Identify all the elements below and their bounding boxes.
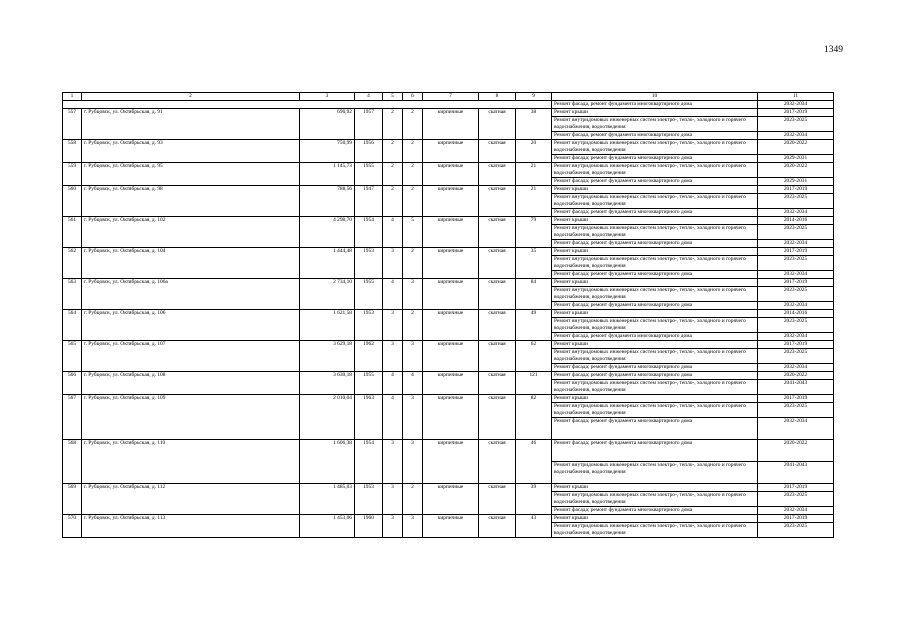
work-cell: Ремонт фасада; ремонт фундамента многоквартирного дома	[552, 418, 758, 440]
period-cell: 2017-2019	[758, 186, 834, 194]
period-cell: 2020-2022	[758, 372, 834, 380]
table-row	[63, 310, 834, 318]
year-cell: 1956	[355, 140, 383, 163]
period-cell: 2029-2031	[758, 178, 834, 186]
address-cell: г. Рубцовск, ул. Октябрьская, д. 106а	[82, 279, 300, 310]
address-cell: г. Рубцовск, ул. Октябрьская, д. 107	[82, 341, 300, 372]
period-cell: 2023-2025	[758, 256, 834, 271]
table-row	[63, 484, 834, 492]
work-cell: Ремонт внутридомовых инженерных систем электро-, тепло-, холодного и горячего водоснабжения, водоотведения	[552, 287, 758, 302]
period-cell: 2017-2019	[758, 395, 834, 403]
floors-cell: 4	[383, 395, 403, 440]
header-row	[63, 93, 834, 101]
roof-type-cell: скатная	[479, 186, 516, 217]
period-cell: 2023-2025	[758, 318, 834, 333]
work-cell: Ремонт внутридомовых инженерных систем электро-, тепло-, холодного и горячего водоснабжения, водоотведения	[552, 318, 758, 333]
year-cell: 1953	[355, 310, 383, 341]
work-cell: Ремонт внутридомовых инженерных систем электро-, тепло-, холодного и горячего водоснабжения, водоотведения	[552, 194, 758, 209]
work-cell: Ремонт крыши	[552, 186, 758, 194]
table-row	[63, 395, 834, 403]
header-cell: 6	[403, 93, 423, 101]
address-cell: г. Рубцовск, ул. Октябрьская, д. 93	[82, 140, 300, 163]
work-cell: Ремонт внутридомовых инженерных систем электро-, тепло-, холодного и горячего водоснабжения, водоотведения	[552, 380, 758, 395]
entrances-cell: 2	[403, 248, 423, 279]
address-cell: г. Рубцовск, ул. Октябрьская, д. 95	[82, 163, 300, 186]
table-row	[63, 372, 834, 380]
year-cell: 1960	[355, 515, 383, 538]
work-cell: Ремонт крыши	[552, 310, 758, 318]
header-cell: 11	[758, 93, 834, 101]
area-cell: 1 444,48	[300, 248, 355, 279]
floors-cell: 3	[383, 248, 403, 279]
area-cell: 1 485,03	[300, 484, 355, 515]
year-cell: 1955	[355, 372, 383, 395]
residents-cell: 121	[516, 372, 552, 395]
table-row	[63, 109, 834, 117]
entrances-cell: 2	[403, 109, 423, 140]
table-row	[63, 248, 834, 256]
table-row	[63, 217, 834, 225]
address-cell: г. Рубцовск, ул. Октябрьская, д. 91	[82, 109, 300, 140]
entrances-cell: 3	[403, 279, 423, 310]
floors-cell: 4	[383, 279, 403, 310]
period-cell: 2032-2034	[758, 101, 834, 109]
work-cell: Ремонт внутридомовых инженерных систем электро-, тепло-, холодного и горячего водоснабжения, водоотведения	[552, 163, 758, 178]
residents-cell: 21	[516, 186, 552, 217]
floors-cell: 3	[383, 515, 403, 538]
work-cell: Ремонт фасада, ремонт фундамента многоквартирного дома	[552, 101, 758, 109]
row-number-cell: 562	[63, 248, 82, 279]
wall-material-cell: кирпичные	[423, 341, 479, 372]
period-cell: 2023-2025	[758, 117, 834, 132]
header-cell: 3	[300, 93, 355, 101]
period-cell: 2032-2034	[758, 302, 834, 310]
entrances-cell: 2	[403, 484, 423, 515]
floors-cell: 2	[383, 109, 403, 140]
period-cell: 2017-2019	[758, 279, 834, 287]
period-cell: 2041-2043	[758, 380, 834, 395]
work-cell: Ремонт фасада; ремонт фундамента многоквартирного дома	[552, 178, 758, 186]
residents-cell: 46	[516, 440, 552, 484]
period-cell: 2029-2031	[758, 155, 834, 163]
residents-cell: 82	[516, 395, 552, 440]
period-cell: 2020-2022	[758, 163, 834, 178]
table-row	[63, 279, 834, 287]
area-cell: 750,99	[300, 140, 355, 163]
roof-type-cell: скатная	[479, 395, 516, 440]
address-cell: г. Рубцовск, ул. Октябрьская, д. 104	[82, 248, 300, 279]
residents-cell: 84	[516, 279, 552, 310]
work-cell: Ремонт фасада; ремонт фундамента многоквартирного дома	[552, 507, 758, 515]
year-cell: 1955	[355, 163, 383, 186]
period-cell: 2023-2025	[758, 523, 834, 538]
row-number-cell: 565	[63, 341, 82, 372]
roof-type-cell: скатная	[479, 310, 516, 341]
year-cell: 1963	[355, 395, 383, 440]
period-cell: 2032-2034	[758, 333, 834, 341]
address-cell: г. Рубцовск, ул. Октябрьская, д. 110	[82, 440, 300, 484]
period-cell: 2017-2019	[758, 484, 834, 492]
table-row	[63, 341, 834, 349]
table-row	[63, 140, 834, 155]
row-number-cell: 568	[63, 440, 82, 484]
work-cell: Ремонт внутридомовых инженерных систем электро-, тепло-, холодного и горячего водоснабжения, водоотведения	[552, 117, 758, 132]
year-cell: 1954	[355, 217, 383, 248]
address-cell: г. Рубцовск, ул. Октябрьская, д. 113	[82, 515, 300, 538]
area-cell: 690,92	[300, 109, 355, 140]
wall-material-cell: кирпичные	[423, 310, 479, 341]
work-cell: Ремонт фасада, ремонт фундамента многоквартирного дома	[552, 333, 758, 341]
roof-type-cell: скатная	[479, 217, 516, 248]
residents-cell: 38	[516, 109, 552, 140]
repair-program-table	[62, 92, 834, 538]
row-number-cell: 566	[63, 372, 82, 395]
work-cell: Ремонт крыши	[552, 484, 758, 492]
area-cell: 4 298,70	[300, 217, 355, 248]
period-cell: 2032-2034	[758, 418, 834, 440]
area-cell: 3 629,18	[300, 341, 355, 372]
wall-material-cell: кирпичные	[423, 140, 479, 163]
work-cell: Ремонт крыши	[552, 279, 758, 287]
period-cell: 2020-2022	[758, 440, 834, 462]
work-cell: Ремонт фасада; ремонт фундамента многоквартирного дома	[552, 209, 758, 217]
row-number-cell: 567	[63, 395, 82, 440]
work-cell: Ремонт крыши	[552, 109, 758, 117]
roof-type-cell: скатная	[479, 248, 516, 279]
area-cell: 2 010,04	[300, 395, 355, 440]
floors-cell: 4	[383, 217, 403, 248]
wall-material-cell: кирпичные	[423, 484, 479, 515]
wall-material-cell: кирпичные	[423, 109, 479, 140]
period-cell: 2014-2016	[758, 217, 834, 225]
row-number-cell: 559	[63, 163, 82, 186]
wall-material-cell: кирпичные	[423, 163, 479, 186]
residents-cell: 35	[516, 248, 552, 279]
work-cell: Ремонт фасада; ремонт фундамента многоквартирного дома	[552, 372, 758, 380]
table-row	[63, 440, 834, 462]
entrances-cell: 3	[403, 341, 423, 372]
year-cell: 1953	[355, 484, 383, 515]
header-cell: 10	[552, 93, 758, 101]
roof-type-cell: скатная	[479, 279, 516, 310]
wall-material-cell: кирпичные	[423, 395, 479, 440]
period-cell: 2014-2016	[758, 310, 834, 318]
roof-type-cell: скатная	[479, 341, 516, 372]
period-cell: 2023-2025	[758, 492, 834, 507]
entrances-cell: 3	[403, 515, 423, 538]
work-cell: Ремонт фасада; ремонт фундамента многоквартирного дома	[552, 364, 758, 372]
work-cell: Ремонт фасада, ремонт фундамента многоквартирного дома	[552, 132, 758, 140]
address-cell: г. Рубцовск, ул. Октябрьская, д. 106	[82, 310, 300, 341]
row-number-cell: 564	[63, 310, 82, 341]
period-cell: 2020-2022	[758, 140, 834, 155]
floors-cell: 3	[383, 310, 403, 341]
row-number-cell: 569	[63, 484, 82, 515]
header-cell: 4	[355, 93, 383, 101]
wall-material-cell: кирпичные	[423, 515, 479, 538]
work-cell: Ремонт внутридомовых инженерных систем электро-, тепло-, холодного и горячего водоснабжения, водоотведения	[552, 403, 758, 418]
period-cell: 2017-2019	[758, 341, 834, 349]
residents-cell: 20	[516, 140, 552, 163]
period-cell: 2032-2034	[758, 240, 834, 248]
row-number-cell: 563	[63, 279, 82, 310]
area-cell: 1 453,06	[300, 515, 355, 538]
work-cell: Ремонт крыши	[552, 515, 758, 523]
period-cell: 2023-2025	[758, 403, 834, 418]
work-cell: Ремонт внутридомовых инженерных систем электро-, тепло-, холодного и горячего водоснабжения, водоотведения	[552, 225, 758, 240]
work-cell: Ремонт крыши	[552, 341, 758, 349]
roof-type-cell: скатная	[479, 109, 516, 140]
continuation-row	[63, 101, 834, 109]
period-cell: 2017-2019	[758, 515, 834, 523]
roof-type-cell: скатная	[479, 372, 516, 395]
entrances-cell: 3	[403, 440, 423, 484]
wall-material-cell: кирпичные	[423, 440, 479, 484]
year-cell: 1962	[355, 341, 383, 372]
year-cell: 1955	[355, 279, 383, 310]
work-cell: Ремонт внутридомовых инженерных систем электро-, тепло-, холодного и горячего водоснабжения, водоотведения	[552, 492, 758, 507]
area-cell: 1 145,73	[300, 163, 355, 186]
roof-type-cell: скатная	[479, 515, 516, 538]
period-cell: 2017-2019	[758, 248, 834, 256]
period-cell: 2023-2025	[758, 194, 834, 209]
period-cell: 2023-2025	[758, 225, 834, 240]
work-cell: Ремонт фасада; ремонт фундамента многоквартирного дома	[552, 271, 758, 279]
entrances-cell: 2	[403, 310, 423, 341]
year-cell: 1947	[355, 186, 383, 217]
period-cell: 2032-2034	[758, 209, 834, 217]
address-cell: г. Рубцовск, ул. Октябрьская, д. 98	[82, 186, 300, 217]
entrances-cell: 2	[403, 186, 423, 217]
residents-cell: 39	[516, 484, 552, 515]
area-cell: 2 734,10	[300, 279, 355, 310]
period-cell: 2032-2034	[758, 271, 834, 279]
roof-type-cell: скатная	[479, 440, 516, 484]
period-cell: 2032-2034	[758, 364, 834, 372]
header-cell: 5	[383, 93, 403, 101]
header-cell: 8	[479, 93, 516, 101]
wall-material-cell: кирпичные	[423, 248, 479, 279]
continuation-empty-cell	[63, 101, 552, 109]
roof-type-cell: скатная	[479, 484, 516, 515]
residents-cell: 43	[516, 515, 552, 538]
period-cell: 2032-2034	[758, 132, 834, 140]
table-row	[63, 186, 834, 194]
entrances-cell: 2	[403, 140, 423, 163]
address-cell: г. Рубцовск, ул. Октябрьская, д. 112	[82, 484, 300, 515]
floors-cell: 4	[383, 372, 403, 395]
work-cell: Ремонт крыши	[552, 395, 758, 403]
period-cell: 2017-2019	[758, 109, 834, 117]
header-cell: 2	[82, 93, 300, 101]
work-cell: Ремонт фасада; ремонт фундамента многоквартирного дома	[552, 155, 758, 163]
table-row	[63, 163, 834, 178]
page-number: 1349	[824, 45, 843, 55]
entrances-cell: 4	[403, 372, 423, 395]
residents-cell: 62	[516, 341, 552, 372]
row-number-cell: 557	[63, 109, 82, 140]
work-cell: Ремонт внутридомовых инженерных систем электро-, тепло-, холодного и горячего водоснабжения, водоотведения	[552, 256, 758, 271]
wall-material-cell: кирпичные	[423, 372, 479, 395]
work-cell: Ремонт фасада; ремонт фундамента многоквартирного дома	[552, 302, 758, 310]
address-cell: г. Рубцовск, ул. Октябрьская, д. 109	[82, 395, 300, 440]
period-cell: 2023-2025	[758, 349, 834, 364]
work-cell: Ремонт фасада; ремонт фундамента многоквартирного дома	[552, 440, 758, 462]
area-cell: 1 606,38	[300, 440, 355, 484]
roof-type-cell: скатная	[479, 163, 516, 186]
residents-cell: 21	[516, 163, 552, 186]
row-number-cell: 561	[63, 217, 82, 248]
work-cell: Ремонт внутридомовых инженерных систем электро-, тепло-, холодного и горячего водоснабжения, водоотведения	[552, 523, 758, 538]
area-cell: 3 630,18	[300, 372, 355, 395]
floors-cell: 2	[383, 186, 403, 217]
floors-cell: 2	[383, 140, 403, 163]
floors-cell: 3	[383, 440, 403, 484]
row-number-cell: 560	[63, 186, 82, 217]
area-cell: 788,56	[300, 186, 355, 217]
year-cell: 1954	[355, 440, 383, 484]
wall-material-cell: кирпичные	[423, 279, 479, 310]
period-cell: 2023-2025	[758, 287, 834, 302]
entrances-cell: 2	[403, 163, 423, 186]
header-cell: 9	[516, 93, 552, 101]
area-cell: 1 621,58	[300, 310, 355, 341]
floors-cell: 2	[383, 163, 403, 186]
year-cell: 1957	[355, 109, 383, 140]
row-number-cell: 558	[63, 140, 82, 163]
residents-cell: 79	[516, 217, 552, 248]
work-cell: Ремонт фасада; ремонт фундамента многоквартирного дома	[552, 240, 758, 248]
table-row	[63, 515, 834, 523]
address-cell: г. Рубцовск, ул. Октябрьская, д. 108	[82, 372, 300, 395]
floors-cell: 3	[383, 484, 403, 515]
header-cell: 7	[423, 93, 479, 101]
residents-cell: 49	[516, 310, 552, 341]
entrances-cell: 5	[403, 217, 423, 248]
work-cell: Ремонт внутридомовых инженерных систем электро-, тепло-, холодного и горячего водоснабжения, водоотведения	[552, 462, 758, 484]
row-number-cell: 570	[63, 515, 82, 538]
work-cell: Ремонт внутридомовых инженерных систем электро-, тепло-, холодного и горячего водоснабжения, водоотведения	[552, 349, 758, 364]
period-cell: 2032-2034	[758, 507, 834, 515]
period-cell: 2041-2043	[758, 462, 834, 484]
entrances-cell: 3	[403, 395, 423, 440]
address-cell: г. Рубцовск, ул. Октябрьская, д. 102	[82, 217, 300, 248]
wall-material-cell: кирпичные	[423, 217, 479, 248]
work-cell: Ремонт крыши	[552, 248, 758, 256]
work-cell: Ремонт внутридомовых инженерных систем электро-, тепло-, холодного и горячего водоснабжения, водоотведения	[552, 140, 758, 155]
floors-cell: 3	[383, 341, 403, 372]
header-cell: 1	[63, 93, 82, 101]
wall-material-cell: кирпичные	[423, 186, 479, 217]
work-cell: Ремонт крыши	[552, 217, 758, 225]
roof-type-cell: скатная	[479, 140, 516, 163]
year-cell: 1953	[355, 248, 383, 279]
